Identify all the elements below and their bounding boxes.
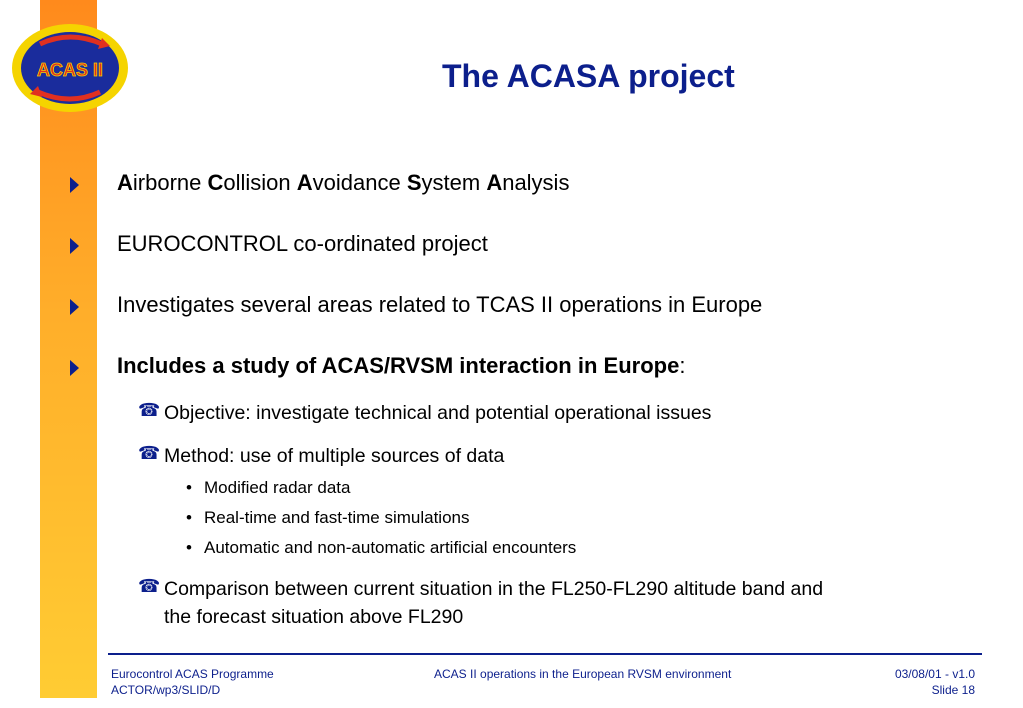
- telephone-icon: ☎: [138, 400, 161, 421]
- dot-bullet-icon: •: [186, 508, 192, 527]
- arrow-bullet-icon: [70, 299, 79, 315]
- footer-date-version: 03/08/01 - v1.0: [894, 667, 975, 681]
- bullet-text: Includes a study of ACAS/RVSM interaction in Europe:: [117, 353, 686, 378]
- footer-reference: ACTOR/wp3/SLID/D: [111, 683, 221, 697]
- bullet-text: EUROCONTROL co-ordinated project: [117, 231, 488, 256]
- bullet-text: Airborne Collision Avoidance System Analysis: [117, 170, 570, 195]
- telephone-icon: ☎: [138, 443, 161, 464]
- telephone-icon: ☎: [138, 576, 161, 597]
- footer-programme: Eurocontrol ACAS Programme: [111, 667, 274, 681]
- slide-title: The ACASA project: [442, 58, 735, 94]
- bullet-text: Investigates several areas related to TCAS II operations in Europe: [117, 292, 763, 317]
- logo-text: ACAS II: [36, 60, 104, 80]
- footer-presentation-title: ACAS II operations in the European RVSM environment: [434, 667, 732, 681]
- footer-slide-number: Slide 18: [931, 683, 975, 697]
- arrow-bullet-icon: [70, 360, 79, 376]
- acas-logo: [10, 22, 130, 114]
- footer-divider: [108, 653, 982, 655]
- dot-bullet-icon: •: [186, 478, 192, 497]
- arrow-bullet-icon: [70, 177, 79, 193]
- dot-bullet-icon: •: [186, 538, 192, 557]
- arrow-bullet-icon: [70, 238, 79, 254]
